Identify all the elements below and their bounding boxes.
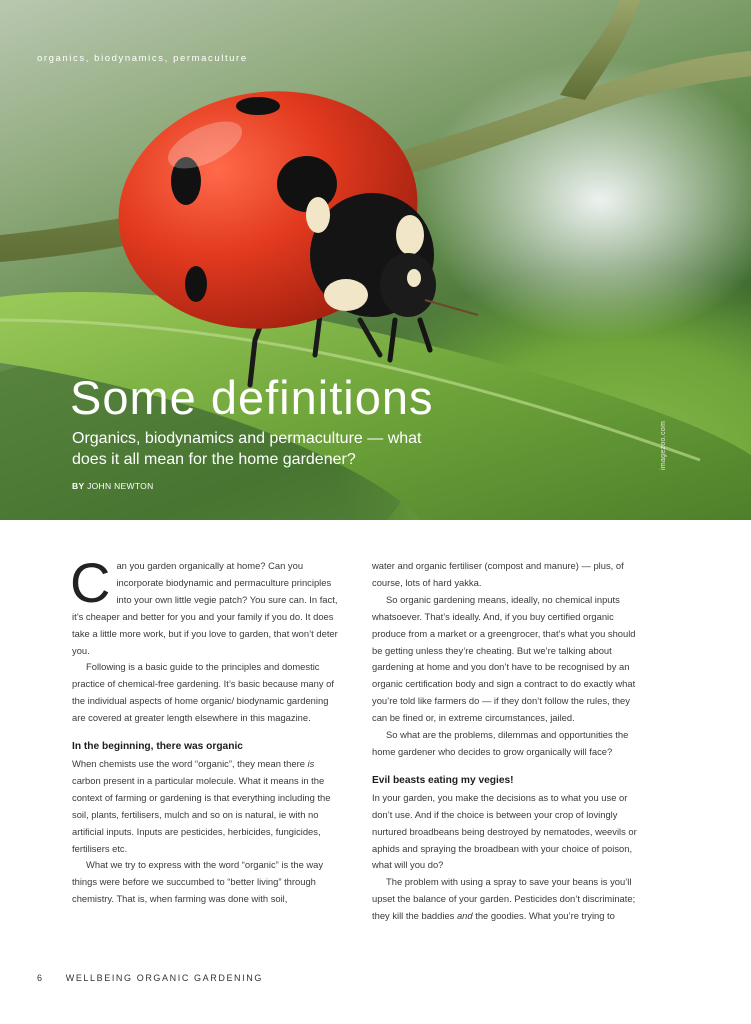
- body-column-right: [372, 558, 644, 925]
- article-standfirst: Organics, biodynamics and permaculture — what does it all mean for the home gardener?: [72, 430, 422, 468]
- page-footer: [37, 973, 263, 983]
- body-paragraph: The problem with using a spray to save your beans is you’ll upset the balance of your garden. Pesticides don’t discriminate; they kill the baddies and the goodies. What you’re trying to: [372, 876, 636, 922]
- byline-author: JOHN NEWTON: [87, 481, 154, 491]
- drop-cap: C: [70, 551, 111, 614]
- page-number: 6: [37, 973, 44, 983]
- section-heading: Evil beasts eating my vegies!: [372, 774, 514, 786]
- body-paragraph: water and organic fertiliser (compost and manure) — plus, of course, lots of hard yakka.: [372, 560, 624, 588]
- byline-prefix: BY: [72, 481, 85, 491]
- body-paragraph: So what are the problems, dilemmas and opportunities the home gardener who decides to grow organically will face?: [372, 729, 629, 757]
- publication-name: WELLBEING ORGANIC GARDENING: [65, 973, 263, 983]
- body-paragraph: In your garden, you make the decisions as to what you use or don’t use. And if the choice is between your crop of lovingly nurtured broadbeans being destroyed by nematodes, weevils or aphids and spraying the broadbean with your choice of poison, what will you do?: [372, 791, 637, 871]
- photo-credit: imagezoo.com: [660, 420, 667, 470]
- body-paragraph: Following is a basic guide to the principles and domestic practice of chemical-free gardening. It’s basic because many of the individual aspects of home organic/ biodynamic gardening are covered at greater length elsewhere in this magazine.: [72, 661, 334, 724]
- intro-text: an you garden organically at home? Can you incorporate biodynamic and permaculture principles into your own little vegie patch? You sure can. In fact, it’s cheaper and better for you and your family if you do. It does take a little more work, but if you love to garden, that won’t deter you.: [72, 560, 338, 656]
- article-title: Some definitions: [70, 371, 434, 424]
- section-kicker: organics, biodynamics, permaculture: [37, 53, 248, 64]
- ladybird-antenna: [425, 300, 478, 315]
- body-column-left: [70, 551, 344, 908]
- body-paragraph: When chemists use the word “organic”, they mean there is carbon present in a particular molecule. What it means in the context of farming or gardening is that everything including the soil, plants, fertilisers, mulch and so on is natural, ie with no artificial inputs. Inputs are pesticides, herbicides, fungicides, fertilisers etc.: [72, 757, 331, 854]
- intro-paragraph: [70, 551, 344, 659]
- byline: [72, 481, 154, 491]
- body-paragraph: So organic gardening means, ideally, no chemical inputs whatsoever. That’s ideally. And, if you buy certified organic produce from a market or a greengrocer, that’s what you should be getting unless they’re cheating. But we’re talking about gardening at home and you don’t have to be recognised by an organic certification body and sign a contract to do exactly what you’re told like farmers do — if they don’t follow the rules, they can be fined or, in extreme circumstances, jailed.: [372, 593, 636, 724]
- section-heading: In the beginning, there was organic: [72, 741, 243, 753]
- body-paragraph: What we try to express with the word “organic” is the way things were before we succumbed to “better living” through chemistry. That is, when farming was done with soil,: [72, 859, 324, 905]
